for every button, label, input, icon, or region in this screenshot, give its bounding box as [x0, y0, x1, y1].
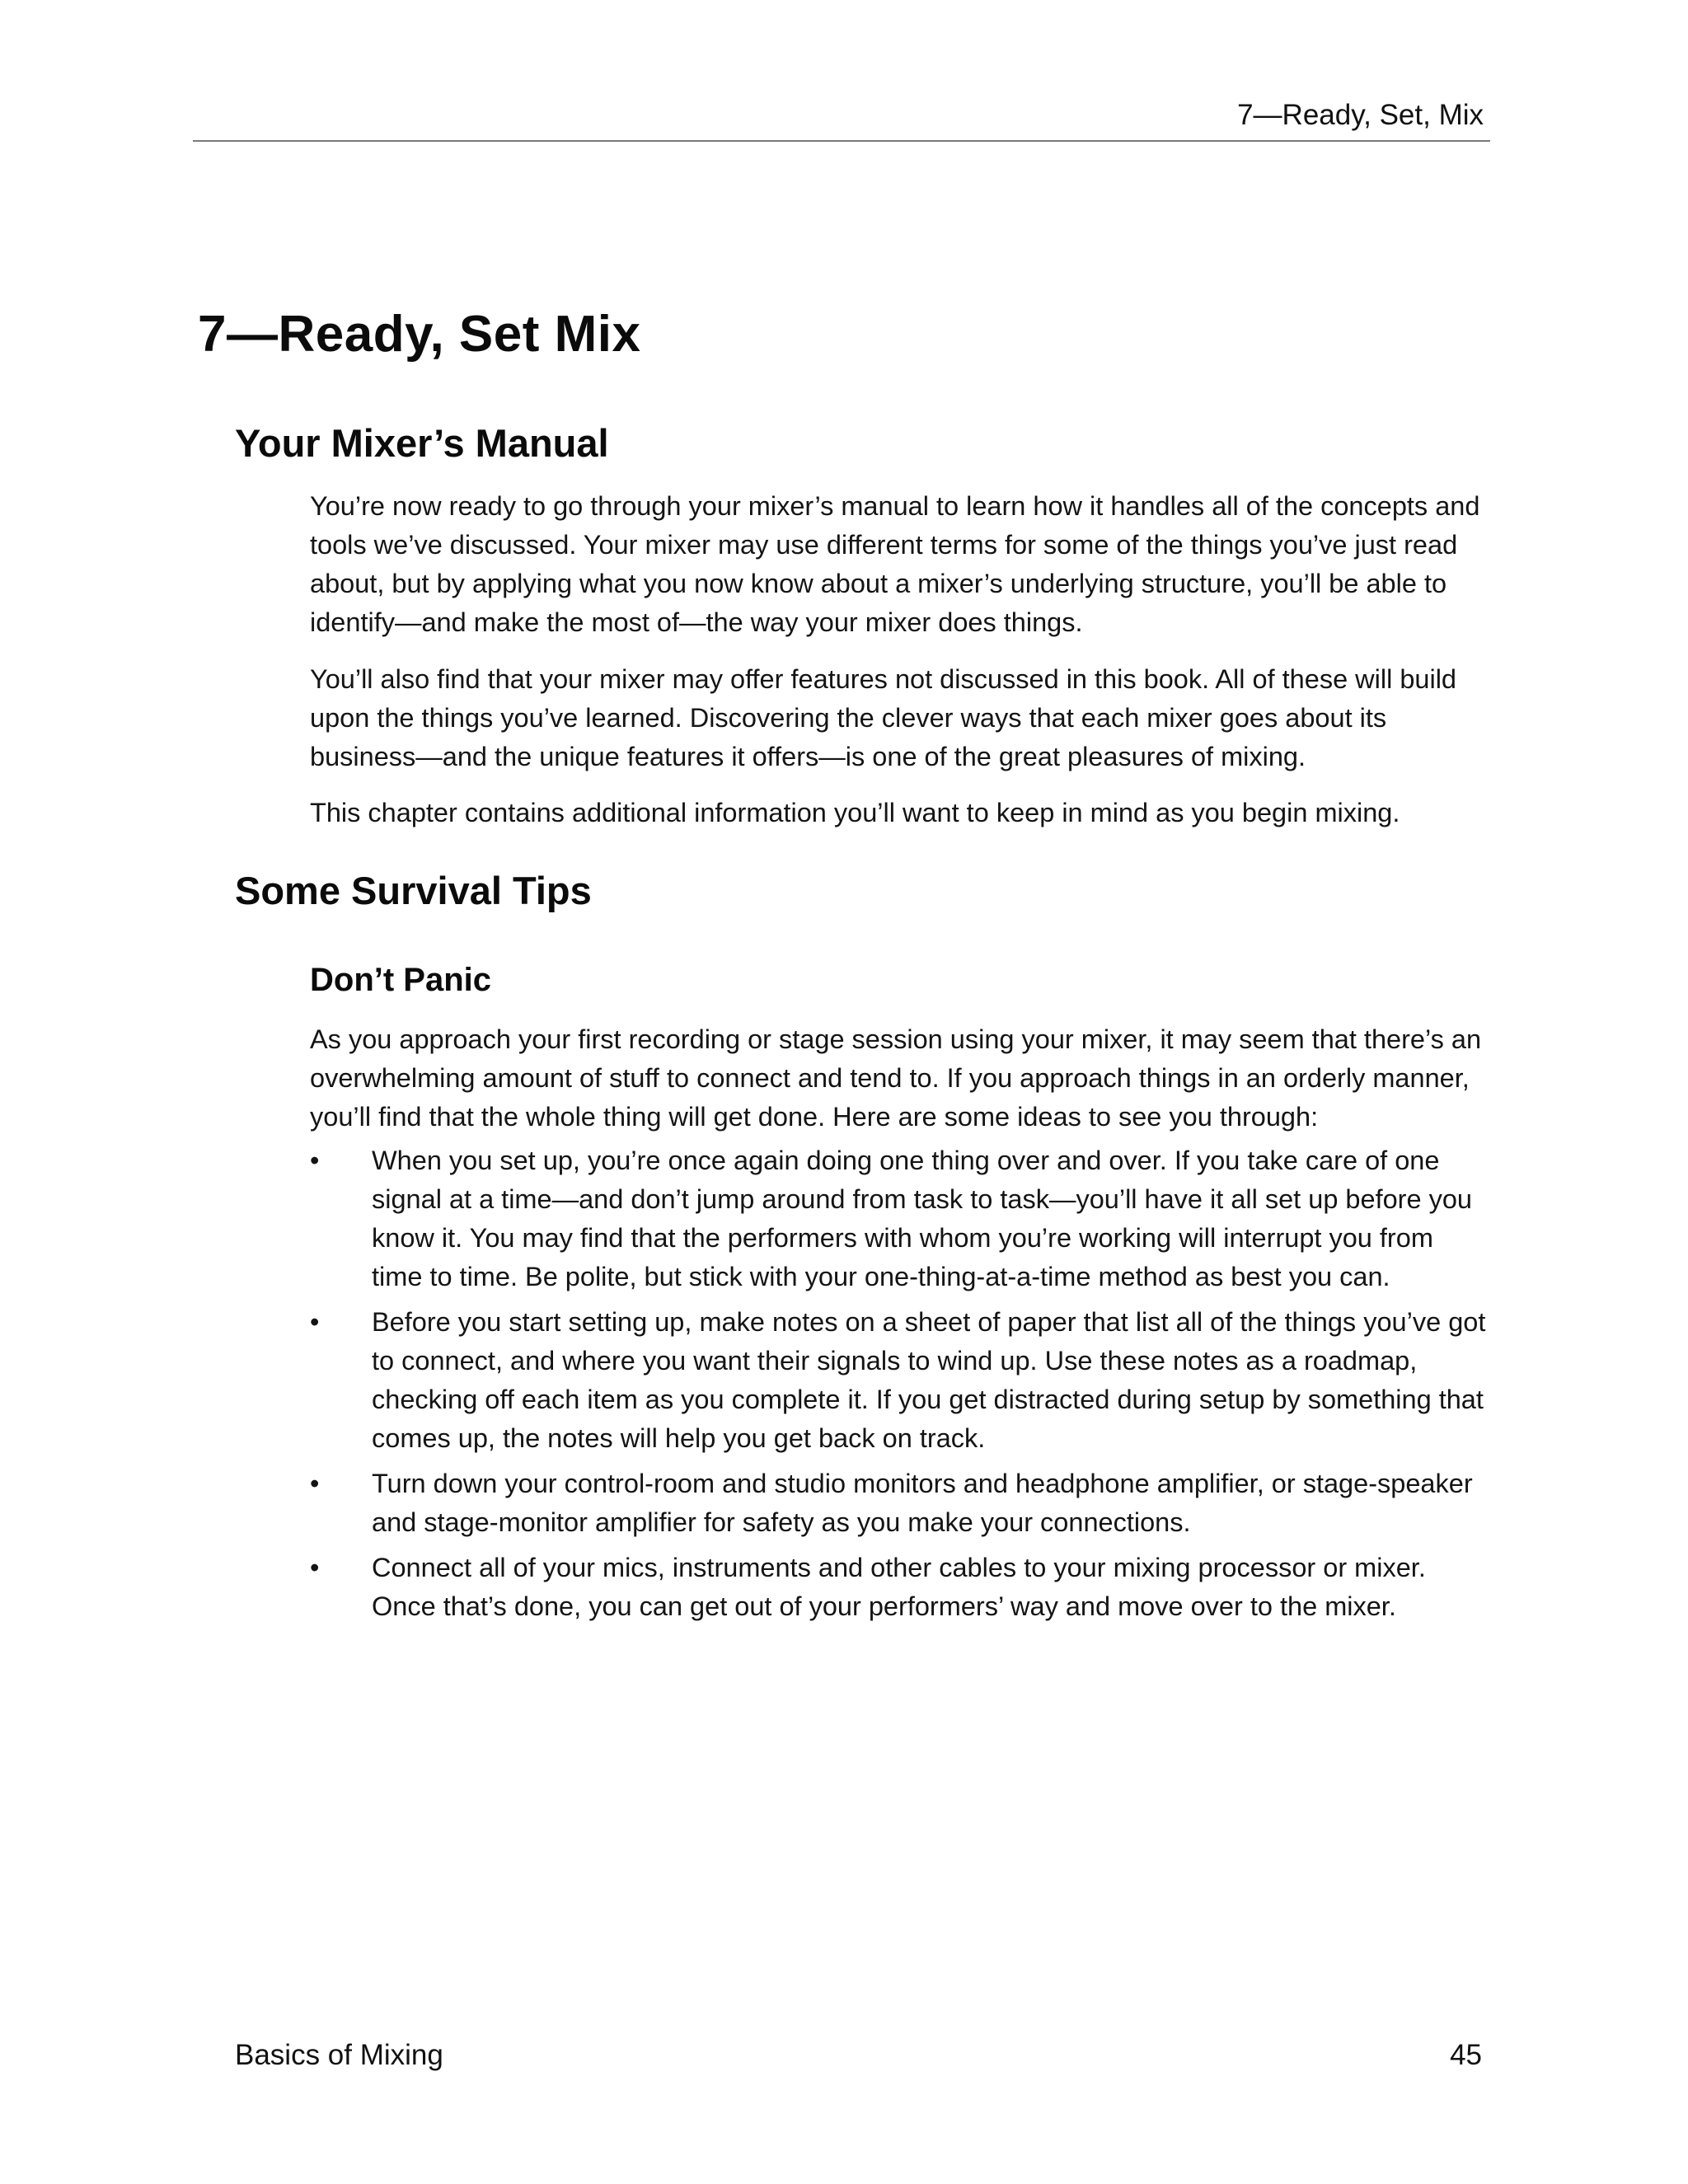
section-heading-survival-tips: Some Survival Tips — [235, 869, 592, 912]
survival-tips-list — [310, 1141, 1490, 1633]
footer-book-title: Basics of Mixing — [235, 2039, 443, 2071]
list-item-text: Before you start setting up, make notes on a sheet of paper that list all of the things you’ve got to connect, and where you want their signals to wind up. Use these notes as a roadmap, checking off each item as you complete it. If you get distracted during setup by something that comes up, the notes will help you get back on track. — [372, 1307, 1486, 1453]
section-heading-mixers-manual: Your Mixer’s Manual — [235, 421, 609, 465]
chapter-title: 7—Ready, Set Mix — [198, 306, 641, 363]
paragraph-dont-panic-intro: As you approach your first recording or stage session using your mixer, it may seem that there’s an overwhelming amount of stuff to connect and tend to. If you approach things in an orderly manner, you’ll find that the whole thing will get done. Here are some ideas to see you through: — [310, 1024, 1482, 1132]
running-header: 7—Ready, Set, Mix — [1237, 99, 1484, 131]
subsection-heading-dont-panic: Don’t Panic — [310, 962, 492, 998]
bullet-marker: • — [310, 1553, 320, 1582]
header-rule — [193, 140, 1490, 142]
list-item-text: When you set up, you’re once again doing one thing over and over. If you take care of one signal at a time—and don’t jump around from task to task—you’ll have it all set up before you know it. You may find that the performers with whom you’re working will interrupt you from time to time. Be polite, but stick with your one-thing-at-a-time method as best you can. — [372, 1146, 1473, 1291]
paragraph-manual-2: You’ll also find that your mixer may offer features not discussed in this book. All of these will build upon the things you’ve learned. Discovering the clever ways that each mixer goes about its business—and the unique features it offers—is one of the great pleasures of mixing. — [310, 664, 1457, 771]
footer-page-number: 45 — [1450, 2039, 1482, 2071]
bullet-marker: • — [310, 1146, 320, 1175]
list-item — [310, 1141, 1490, 1296]
list-item-text: Connect all of your mics, instruments and other cables to your mixing processor or mixer. Once that’s done, you can get out of your performers’ way and move over to the mixer. — [372, 1553, 1426, 1621]
paragraph-manual-1: You’re now ready to go through your mixer’s manual to learn how it handles all of the concepts and tools we’ve discussed. Your mixer may use different terms for some of the things you’ve just read about, but by applying what you now know about a mixer’s underlying structure, you’ll be able to identify—and make the most of—the way your mixer does things. — [310, 491, 1480, 637]
list-item — [310, 1303, 1490, 1458]
bullet-marker: • — [310, 1307, 320, 1337]
bullet-marker: • — [310, 1469, 320, 1498]
paragraph-manual-3: This chapter contains additional information you’ll want to keep in mind as you begin mixing. — [310, 798, 1400, 827]
list-item — [310, 1465, 1490, 1542]
list-item — [310, 1549, 1490, 1626]
list-item-text: Turn down your control-room and studio monitors and headphone amplifier, or stage-speaker and stage-monitor amplifier for safety as you make your connections. — [372, 1469, 1473, 1537]
